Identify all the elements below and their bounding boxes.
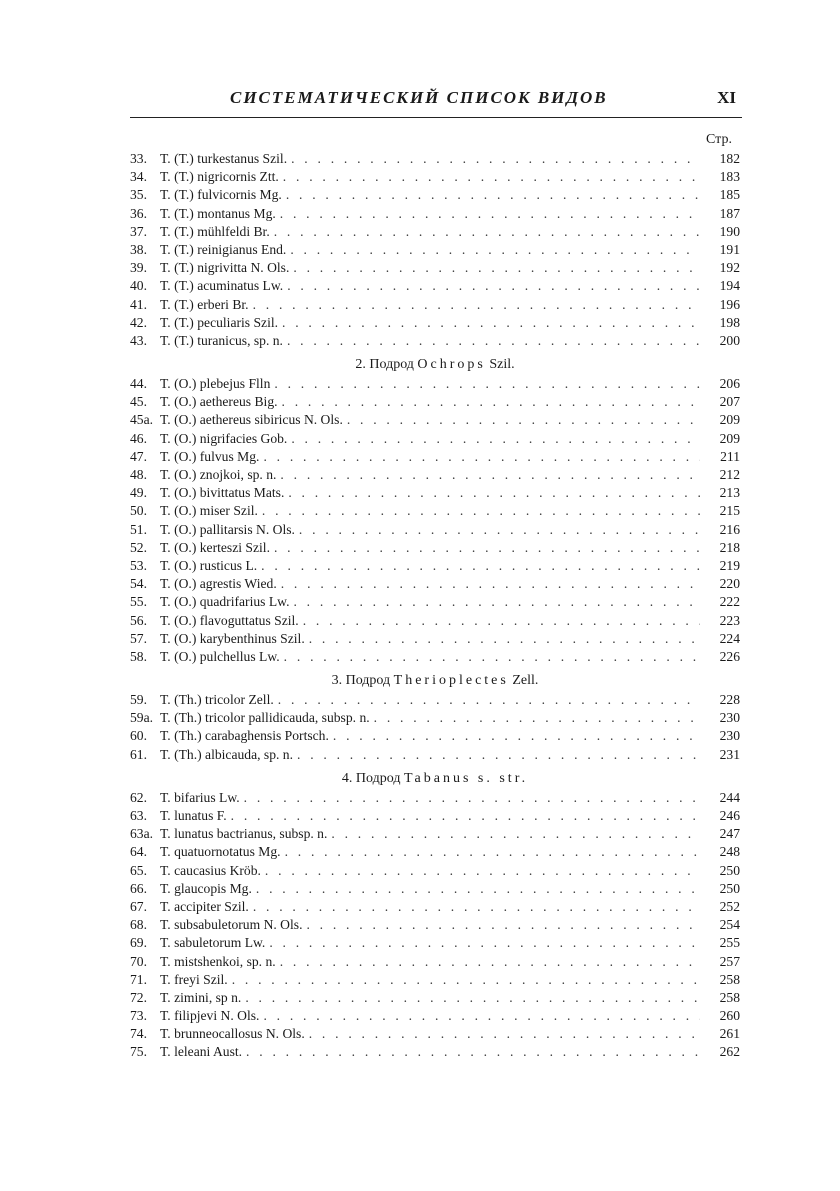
entry-number: 38. [130,241,147,257]
dot-leader [280,953,700,971]
dot-leader [331,825,700,843]
running-header-title: СИСТЕМАТИЧЕСКИЙ СПИСОК ВИДОВ [230,88,608,107]
entry-number: 58. [130,648,147,664]
dot-leader [306,916,700,934]
page-ref: 183 [719,169,740,185]
entry-number: 65. [130,862,147,878]
list-item [130,539,740,557]
entry-number: 43. [130,332,147,348]
list-item [130,314,740,332]
entry-number: 69. [130,935,147,951]
page-ref: 261 [719,1026,740,1042]
species-name: T. lunatus bactrianus, subsp. n. [160,826,328,842]
page-ref: 209 [719,412,740,428]
list-item [130,593,740,611]
list-item [130,746,740,764]
dot-leader [285,843,700,861]
species-name: T. (T.) turanicus, sp. n. [160,332,283,348]
header-rule [130,117,742,118]
list-item [130,1043,740,1061]
page-ref: 228 [719,692,740,708]
entry-number: 74. [130,1026,147,1042]
entry-number: 51. [130,521,147,537]
list-item [130,150,740,168]
page-ref: 226 [719,648,740,664]
dot-leader [293,259,700,277]
page-ref: 247 [719,826,740,842]
dot-leader [232,971,700,989]
species-name: T. mistshenkoi, sp. n. [160,953,276,969]
species-name: T. (Th.) albicauda, sp. n. [160,746,293,762]
page-ref: 250 [719,862,740,878]
page-ref: 207 [719,394,740,410]
species-name: T. (Th.) carabaghensis Portsch. [160,728,329,744]
dot-leader [297,746,700,764]
subgenus-name: Ochrops [417,357,486,373]
subgenus-prefix: 2. Подрод [355,357,414,373]
list-item [130,296,740,314]
page-ref: 230 [719,710,740,726]
dot-leader [256,880,700,898]
dot-leader [299,521,700,539]
list-item [130,205,740,223]
page-ref: 231 [719,746,740,762]
dot-leader [333,727,700,745]
subgenus-prefix: 3. Подрод [331,673,391,689]
species-name: T. lunatus F. [160,808,227,823]
page-ref: 216 [719,521,740,537]
species-name: T. (T.) acuminatus Lw. [160,278,284,294]
page-ref: 215 [719,503,740,519]
list-item [130,953,740,971]
species-name: T. (O.) bivittatus Mats. [160,485,285,501]
species-name: T. subsabuletorum N. Ols. [160,917,303,933]
page-ref: 191 [719,241,740,257]
page-ref: 211 [720,448,740,464]
page-ref: 213 [719,485,740,501]
entry-number: 42. [130,314,147,330]
list-item [130,916,740,934]
entry-number: 36. [130,205,147,221]
list-item [130,709,740,727]
entry-number: 60. [130,728,147,744]
page-ref: 222 [719,594,740,610]
list-item [130,971,740,989]
species-name: T. (T.) nigrivitta N. Ols. [160,260,290,276]
subgenus-heading [130,666,740,691]
entry-number: 53. [130,557,147,573]
entry-number: 41. [130,296,147,312]
entry-number: 54. [130,576,147,592]
entry-number: 72. [130,989,147,1005]
dot-leader [244,789,700,807]
page-ref: 262 [719,1044,740,1060]
list-item [130,898,740,916]
species-name: T. (T.) reinigianus End. [160,241,287,257]
page-ref: 244 [719,789,740,805]
list-item [130,393,740,411]
entry-number: 40. [130,278,147,294]
species-name: T. zimini, sp n. [160,989,242,1005]
dot-leader [281,575,700,593]
entry-number: 48. [130,467,147,482]
page-ref: 219 [719,557,740,573]
dot-leader [263,448,700,466]
dot-leader [282,314,700,332]
subgenus-name: Therioplectes [393,673,509,689]
list-item [130,789,740,807]
species-name: T. (O.) aethereus sibiricus N. Ols. [160,412,343,428]
dot-leader [262,502,700,520]
entry-number: 44. [130,376,147,392]
species-name: T. leleani Aust. [160,1044,243,1060]
dot-leader [286,186,700,204]
entry-number: 62. [130,789,147,805]
species-name: T. (O.) pallitarsis N. Ols. [160,521,295,537]
dot-leader [374,709,700,727]
dot-leader [278,691,700,709]
species-name: T. (T.) montanus Mg. [160,205,276,221]
page-ref: 258 [719,989,740,1005]
entry-number: 61. [130,746,147,762]
list-item [130,430,740,448]
page-ref: 220 [719,576,740,592]
entry-number: 52. [130,539,147,555]
species-name: T. (T.) erberi Br. [160,296,249,312]
running-header [130,88,742,118]
dot-leader [280,466,700,484]
species-name: T. (O.) rusticus L. [160,557,258,573]
list-item [130,502,740,520]
entry-number: 66. [130,880,147,896]
list-item [130,575,740,593]
dot-leader [265,862,700,880]
list-item [130,259,740,277]
entry-number: 59a. [130,710,154,726]
list-item [130,557,740,575]
dot-leader [274,375,700,393]
species-name: T. (O.) agrestis Wied. [160,576,277,592]
list-item [130,825,740,843]
species-name: T. quatuornotatus Mg. [160,844,281,860]
species-name: T. (T.) mühlfeldi Br. [160,223,270,239]
page-ref: 206 [719,376,740,392]
page-ref: 257 [719,953,740,969]
dot-leader [263,1007,700,1025]
dot-leader [274,539,700,557]
list-item [130,1007,740,1025]
species-list [130,150,740,1062]
page-ref: 224 [719,630,740,646]
entry-number: 35. [130,187,147,203]
entry-number: 49. [130,485,147,501]
page-ref: 218 [719,539,740,555]
page-ref: 260 [719,1008,740,1024]
species-name: T. freyi Szil. [160,971,228,987]
page-ref: 198 [719,314,740,330]
species-name: T. (O.) pulchellus Lw. [160,648,280,664]
dot-leader [269,934,700,952]
list-item [130,807,740,825]
subgenus-name: Tabanus s. str. [403,770,529,786]
species-name: T. accipiter Szil. [160,898,249,914]
list-item [130,630,740,648]
page-ref: 185 [719,187,740,203]
page-ref: 246 [719,808,740,823]
species-name: T. sabuletorum Lw. [160,935,266,951]
species-name: T. (O.) karybenthinus Szil. [160,630,305,646]
list-item [130,484,740,502]
page-ref: 223 [719,612,740,628]
species-name: T. brunneocallosus N. Ols. [160,1026,305,1042]
dot-leader [309,1025,700,1043]
species-name: T. caucasius Kröb. [160,862,261,878]
page-ref: 194 [719,278,740,294]
dot-leader [303,612,700,630]
entry-number: 67. [130,898,147,914]
entry-number: 73. [130,1008,147,1024]
page-ref: 255 [719,935,740,951]
list-item [130,332,740,350]
page-ref: 187 [719,205,740,221]
entry-number: 39. [130,260,147,276]
species-name: T. bifarius Lw. [160,789,240,805]
species-name: T. glaucopis Mg. [160,880,252,896]
species-name: T. (O.) nigrifacies Gob. [160,430,288,446]
list-item [130,168,740,186]
page-ref: 192 [719,260,740,276]
list-item [130,375,740,393]
entry-number: 71. [130,971,147,987]
species-name: T. (O.) znojkoi, sp. n. [160,467,277,482]
species-name: T. (Th.) tricolor pallidicauda, subsp. n. [160,710,370,726]
entry-number: 37. [130,223,147,239]
page-ref: 212 [719,467,740,482]
list-item [130,411,740,429]
entry-number: 45a. [130,412,154,428]
species-name: T. (O.) quadrifarius Lw. [160,594,290,610]
dot-leader [284,648,700,666]
entry-number: 56. [130,612,147,628]
list-item [130,466,740,484]
dot-leader [246,1043,700,1061]
list-item [130,989,740,1007]
entry-number: 55. [130,594,147,610]
dot-leader [231,807,700,825]
page-ref: 190 [719,223,740,239]
page-ref: 200 [719,332,740,348]
subgenus-heading [130,350,740,375]
subgenus-heading [130,764,740,789]
dot-leader [274,223,700,241]
dot-leader [253,898,700,916]
entry-number: 34. [130,169,147,185]
page-ref: 248 [719,844,740,860]
list-item [130,223,740,241]
species-name: T. (T.) fulvicornis Mg. [160,187,282,203]
entry-number: 63. [130,808,147,823]
subgenus-author: Zell. [512,673,539,689]
dot-leader [293,593,700,611]
page-ref: 258 [719,971,740,987]
entry-number: 45. [130,394,147,410]
entry-number: 47. [130,448,147,464]
subgenus-prefix: 4. Подрод [341,770,401,786]
dot-leader [280,205,700,223]
species-name: T. (T.) nigricornis Ztt. [160,169,279,185]
entry-number: 70. [130,953,147,969]
list-item [130,934,740,952]
entry-number: 68. [130,917,147,933]
list-item [130,277,740,295]
entry-number: 57. [130,630,147,646]
dot-leader [291,150,700,168]
entry-number: 50. [130,503,147,519]
list-item [130,727,740,745]
species-name: T. (O.) kerteszi Szil. [160,539,270,555]
dot-leader [287,332,700,350]
dot-leader [261,557,700,575]
species-name: T. (O.) flavoguttatus Szil. [160,612,299,628]
page-ref: 252 [719,898,740,914]
list-item [130,448,740,466]
species-name: T. (Th.) tricolor Zell. [160,692,274,708]
page-ref: 254 [719,917,740,933]
page-ref: 209 [719,430,740,446]
species-name: T. (O.) plebejus Flln [160,376,271,392]
entry-number: 63a. [130,826,154,842]
dot-leader [347,411,700,429]
list-item [130,521,740,539]
species-name: T. (T.) turkestanus Szil. [160,151,288,166]
page-ref: 230 [719,728,740,744]
species-name: T. (O.) aethereus Big. [160,394,278,410]
dot-leader [253,296,700,314]
list-item [130,862,740,880]
entry-number: 64. [130,844,147,860]
entry-number: 75. [130,1044,147,1060]
list-item [130,880,740,898]
list-item [130,648,740,666]
dot-leader [287,277,700,295]
list-item [130,843,740,861]
dot-leader [288,484,700,502]
list-item [130,1025,740,1043]
species-name: T. (O.) miser Szil. [160,503,258,519]
dot-leader [290,241,700,259]
page-number: XI [717,88,736,107]
page-column-header: Стр. [706,132,732,147]
dot-leader [283,168,700,186]
list-item [130,691,740,709]
page-ref: 250 [719,880,740,896]
dot-leader [282,393,700,411]
species-name: T. (O.) fulvus Mg. [160,448,260,464]
list-item [130,612,740,630]
page-ref: 196 [719,296,740,312]
entry-number: 59. [130,692,147,708]
dot-leader [245,989,700,1007]
dot-leader [291,430,700,448]
entry-number: 46. [130,430,147,446]
species-name: T. (T.) peculiaris Szil. [160,314,279,330]
subgenus-author: Szil. [489,357,515,373]
entry-number: 33. [130,151,147,166]
dot-leader [309,630,700,648]
page-ref: 182 [719,151,740,166]
list-item [130,241,740,259]
species-name: T. filipjevi N. Ols. [160,1008,260,1024]
list-item [130,186,740,204]
